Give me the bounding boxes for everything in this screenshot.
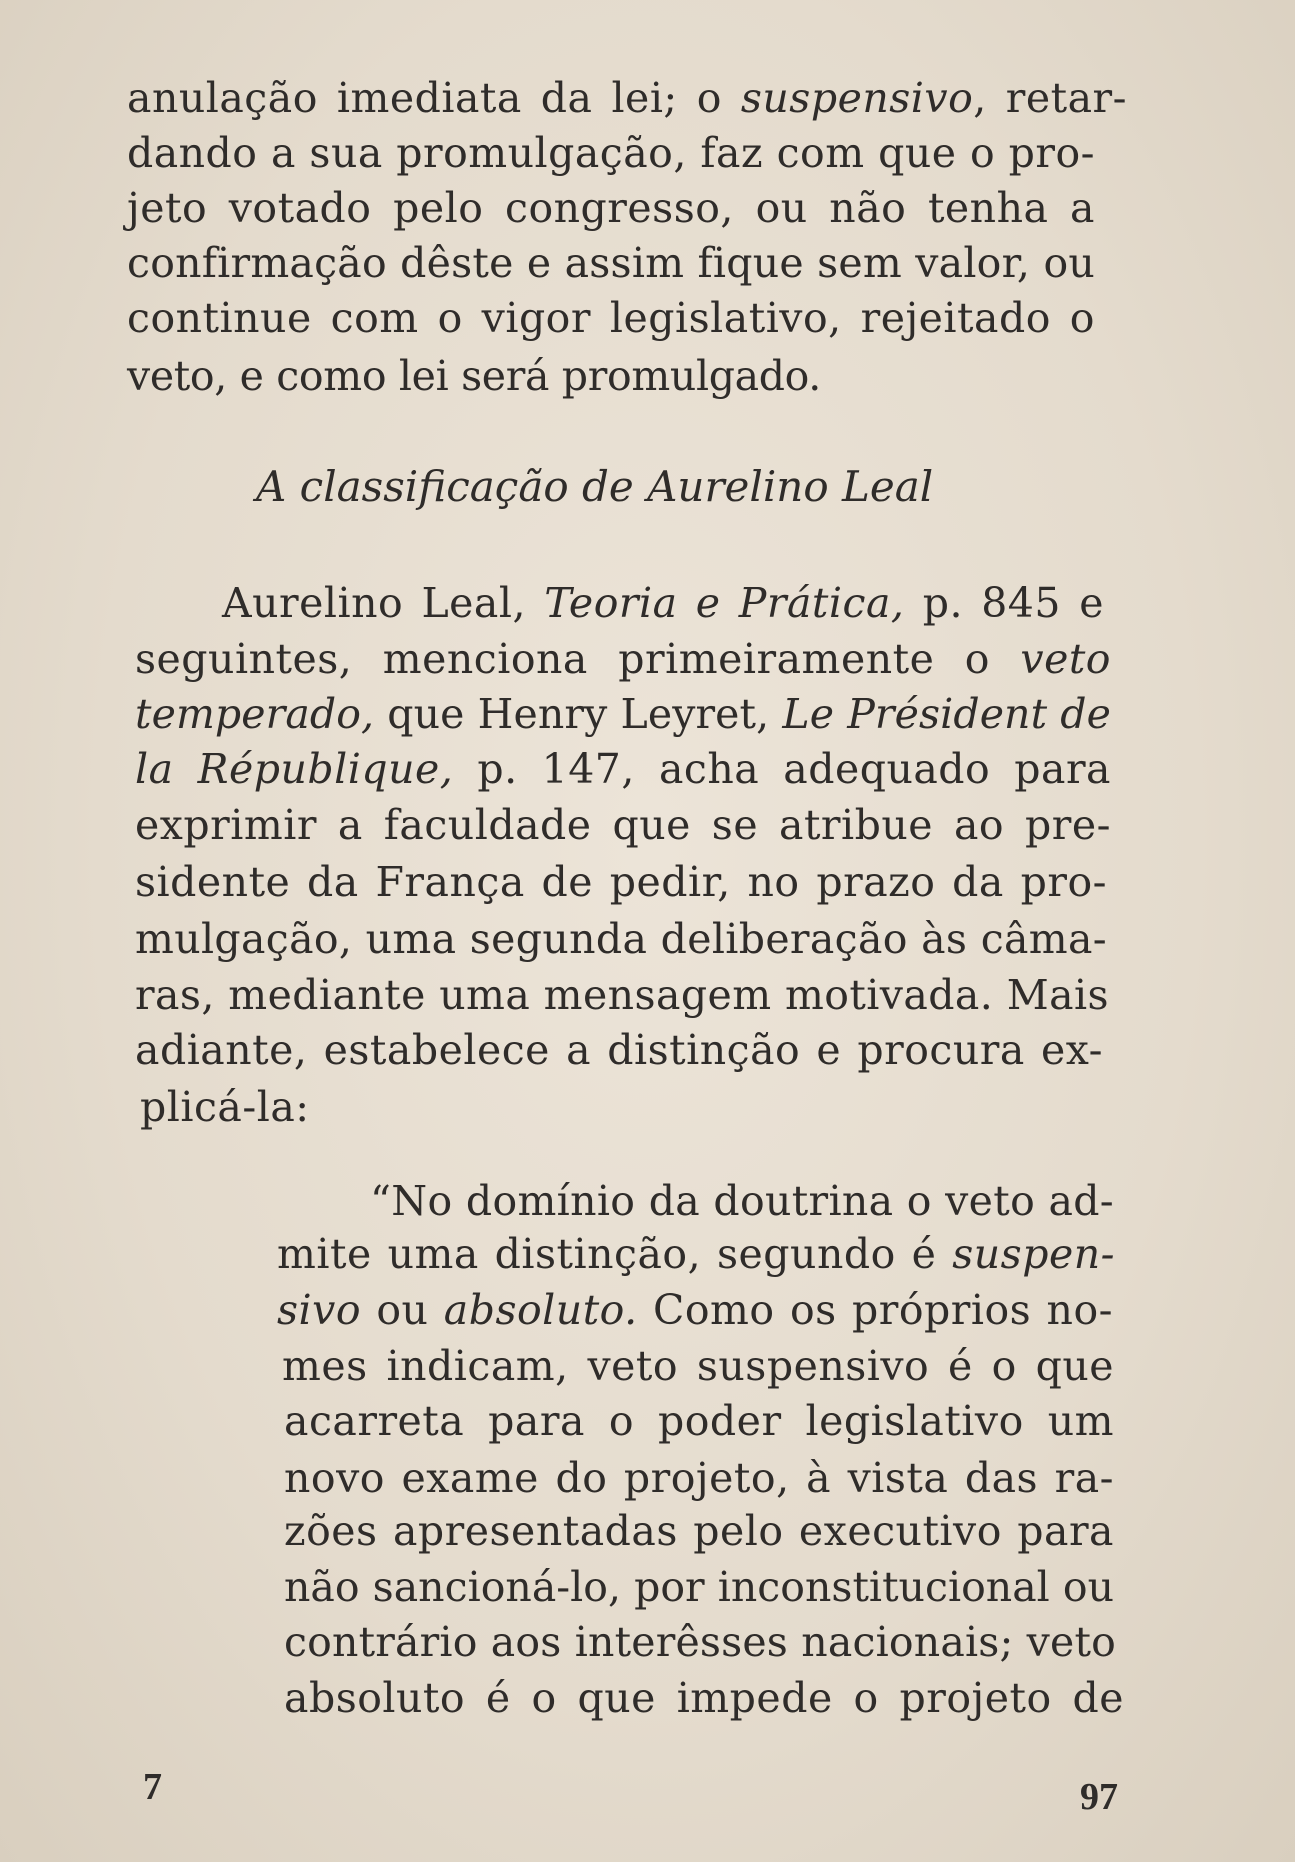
text-line [135,1026,1103,1074]
text-line [127,239,1095,287]
italic-run: la République, [135,745,454,793]
text-run: veto, e como lei será promulgado. [127,352,821,400]
text-line [135,635,1111,683]
italic-run: veto [1020,635,1111,683]
italic-run: temperado, [135,690,375,738]
text-run: absoluto é o que impede o projeto de [284,1674,1124,1722]
text-line [127,74,1127,122]
text-run: seguintes, menciona primeiramente o [135,635,1021,683]
text-run: confirmação dêste e assim fique sem valor, ou [127,239,1095,287]
italic-run: Teoria e Prática, [544,579,905,627]
text-run: mite uma distinção, segundo é [277,1230,953,1278]
text-line [135,971,1109,1019]
text-line [135,745,1111,793]
text-run: “No domínio da doutrina o veto ad- [370,1177,1114,1225]
text-line [277,1286,1113,1334]
text-line [284,1618,1116,1666]
signature-mark: 7 [143,1766,162,1808]
text-line [127,184,1095,232]
text-run: sidente da França de pedir, no prazo da pro- [135,858,1107,906]
text-run: contrário aos interêsses nacionais; veto [284,1618,1116,1666]
text-run: , retar- [973,74,1127,122]
text-run: mulgação, uma segunda deliberação às câma- [135,915,1107,963]
text-run: zões apresentadas pelo executivo para [284,1507,1114,1555]
text-run: não sancioná-lo, por inconstitucional ou [284,1563,1114,1611]
text-line [370,1177,1114,1225]
text-line [127,294,1095,342]
italic-run: suspensivo [740,74,974,122]
text-run: ou [361,1286,444,1334]
text-line [222,579,1104,627]
text-line [284,1397,1114,1445]
text-line [140,1083,310,1131]
text-line [135,801,1111,849]
text-run: plicá-la: [140,1083,310,1131]
text-run: novo exame do projeto, à vista das ra- [284,1454,1114,1502]
text-line [284,1563,1114,1611]
text-run: Como os próprios no- [637,1286,1113,1334]
text-run: p. 845 e [904,579,1104,627]
text-run: acarreta para o poder legislativo um [284,1397,1114,1445]
text-line [127,129,1095,177]
text-line [135,915,1107,963]
text-run: adiante, estabelece a distinção e procura ex- [135,1026,1103,1074]
text-run: ras, mediante uma mensagem motivada. Mais [135,971,1109,1019]
text-run: anulação imediata da lei; o [127,74,741,122]
text-run: continue com o vigor legislativo, rejeitado o [127,294,1095,342]
text-line [127,352,821,400]
text-line [282,1342,1114,1390]
text-line [277,1230,1115,1278]
text-run: dando a sua promulgação, faz com que o pro- [127,129,1095,177]
page-number: 97 [1080,1776,1118,1818]
text-run: Aurelino Leal, [222,579,545,627]
section-heading: A classificação de Aurelino Leal [256,462,934,511]
italic-run: suspen- [952,1230,1115,1278]
italic-run: sivo [277,1286,361,1334]
italic-run: Le Président de [782,690,1111,738]
text-line [284,1454,1114,1502]
italic-run: absoluto. [443,1286,638,1334]
text-run: p. 147, acha adequado para [453,745,1111,793]
text-line [135,858,1107,906]
text-line [284,1674,1124,1722]
text-run: exprimir a faculdade que se atribue ao pre- [135,801,1111,849]
text-run: que Henry Leyret, [374,690,783,738]
text-run: jeto votado pelo congresso, ou não tenha a [127,184,1095,232]
text-line [135,690,1111,738]
text-run: mes indicam, veto suspensivo é o que [282,1342,1114,1390]
text-line [284,1507,1114,1555]
